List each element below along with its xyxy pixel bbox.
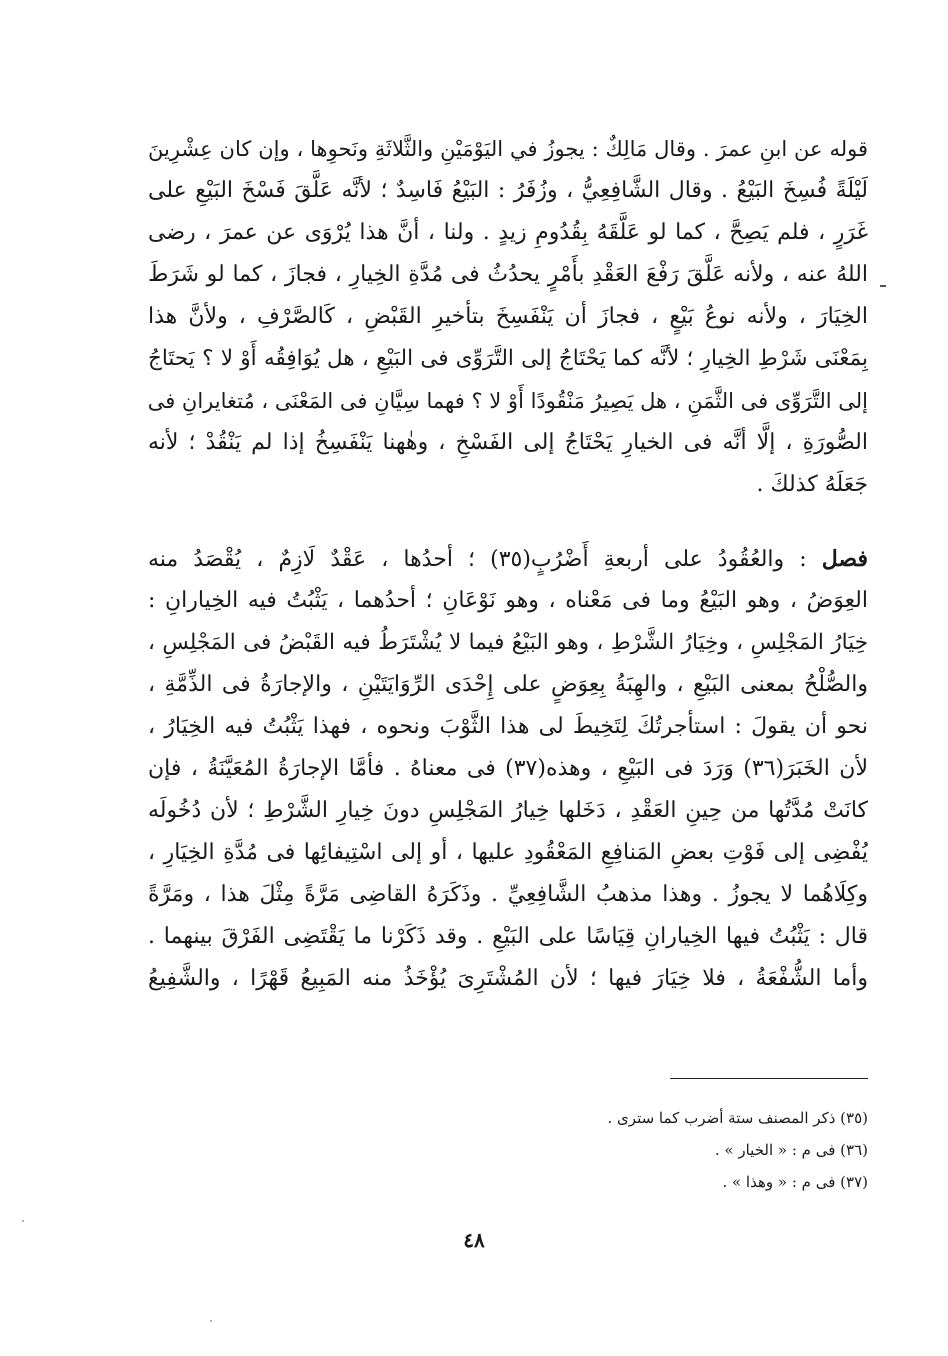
text-line: خِيَارُ المَجْلِسِ ، وخِيَارُ الشَّرْطِ ، وهو البَيْعُ فيما لا يُشْتَرَطُ فيه القَبْضُ فى المَجْلِسِ ، (148, 630, 868, 655)
text-line-rest: : والعُقُودُ على أربعةِ أَضْرُبٍ(٣٥) ؛ أحدُها ، عَقْدٌ لَازِمٌ ، يُقْصَدُ منه (148, 547, 807, 572)
text-line: جَعَلَهُ كذلكَ . (756, 472, 868, 497)
footnote-separator (670, 1078, 868, 1079)
paragraph-2 (148, 538, 868, 1000)
text-line: وأما الشُّفْعَةُ ، فلا خِيَارَ فيها ؛ لأن المُشْتَرِىَ يُؤْخَذُ منه المَبِيعُ قَهْرًا ، والشَّفِيعُ (148, 966, 868, 991)
scan-speck (22, 1220, 24, 1222)
footnote: (٣٦) فى م : « الخيار » . (714, 1141, 868, 1159)
text-line: لَيْلَةً فُسِخَ البَيْعُ . وقال الشَّافِعِيُّ ، وزُفَرُ : البَيْعُ فَاسِدٌ ؛ لأنَّه عَلَّقَ فَسْخَ البَيْعِ على (148, 178, 868, 203)
text-line: والصُّلْحُ بمعنى البَيْعِ ، والهِبَةُ بِعِوَضٍ على إِحْدَى الرِّوَايَتَيْنِ ، والإجارَةُ فى الذِّمَّةِ ، (148, 672, 868, 697)
text-line: كانَتْ مُدَّتُها من حِينِ العَقْدِ ، دَخَلها خِيارُ المَجْلِسِ دونَ خِيارِ الشَّرْطِ ؛ لأن دُخُولَه (148, 798, 868, 823)
text-line: اللهُ عنه ، ولأنه عَلَّقَ رَفْعَ العَقْدِ بأَمْرٍ يحدُثُ فى مُدَّةِ الخِيارِ ، فجازَ ، كما لو شَرَطَ (148, 262, 868, 287)
text-line: غَرَرٍ ، فلم يَصِحَّ ، كما لو عَلَّقَهُ بِقُدُومِ زيدٍ . ولنا ، أنَّ هذا يُرْوَى عن عمرَ ، رضى (148, 220, 868, 245)
text-line: يُفْضِى إلى فَوْتِ بعضِ المَنافِعِ المَعْقُودِ عليها ، أو إلى اسْتِيفائِها فى مُدَّةِ الخِيَارِ ، (148, 840, 868, 865)
text-line: العِوَضُ ، وهو البَيْعُ وما فى مَعْناه ، وهو نَوْعَانِ ؛ أحدُهما ، يَثْبُتُ فيه الخِيارانِ : (148, 588, 868, 613)
text-line: وكِلَاهُما لا يجوزُ . وهذا مذهبُ الشَّافِعِيِّ . وذَكَرَهُ القاضِى مَرَّةً مِثْلَ هذا ، ومَرَّةً (148, 882, 868, 907)
text-line: لأن الخَبَرَ(٣٦) وَرَدَ فى البَيْعِ ، وهذه(٣٧) فى معناهُ . فأمَّا الإجارَةُ المُعَيَّنَةُ ، فإن (148, 756, 868, 781)
text-line: بِمَعْنَى شَرْطِ الخِيارِ ؛ لأنَّه كما يَحْتَاجُ إلى التَّرَوِّى فى البَيْعِ ، هل يُوَافِقُه أَوْ لا ؟ يَحتَاجُ (148, 346, 868, 371)
text-line: قوله عن ابنِ عمرَ . وقال مَالِكٌ : يجوزُ في اليَوْمَيْنِ والثَّلاثَةِ ونَحوِها ، وإن كان عِشْرِينَ (148, 137, 868, 161)
paragraph-1 (148, 128, 868, 506)
section-heading: فصل (821, 546, 868, 572)
footnotes (400, 1102, 868, 1198)
page-number: ٤٨ (463, 1228, 485, 1252)
margin-mark (880, 285, 886, 287)
text-line-with-heading (148, 538, 868, 580)
scan-speck (210, 1320, 212, 1322)
text-line: الخِيَارَ ، ولأنه نوعُ بَيْعٍ ، فجازَ أن يَنْفَسِخَ بتأخيرِ القَبْضِ ، كَالصَّرْفِ ، ولأنَّ هذا (148, 304, 868, 329)
text-line: إلى التَّرَوِّى فى الثَّمَنِ ، هل يَصِيرُ مَنْقُودًا أَوْ لا ؟ فهما سِيَّانِ فى المَعْنَى ، مُتغايرانِ فى (148, 389, 868, 413)
text-line: قال : يَثْبُتُ فيها الخِيارانِ قِيَاسًا على البَيْعِ . وقد ذَكَرْنا ما يَقْتَضِى الفَرْقَ بينهما . (148, 924, 868, 949)
footnote: (٣٥) ذكر المصنف ستة أضرب كما سترى . (607, 1109, 868, 1127)
footnote: (٣٧) فى م : « وهذا » . (722, 1173, 868, 1191)
text-line: الصُّورَةِ ، إلَّا أنَّه فى الخيارِ يَحْتَاجُ إلى الفَسْخِ ، وهٰهنا يَنْفَسِخُ إذا لم يَنْقُدْ ؛ لأنه (148, 430, 868, 455)
text-line: نحو أن يقولَ : استأجرتُكَ لِتَخِيطَ لى هذا الثَّوْبَ ونحوه ، فهذا يَثْبُتُ فيه الخِيَارُ ، (148, 714, 868, 739)
